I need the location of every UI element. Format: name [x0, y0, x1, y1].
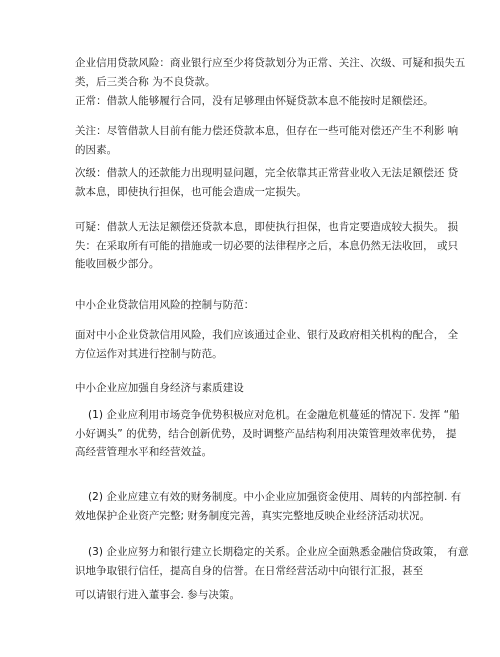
- paragraph-doubtful-loss: [75, 218, 458, 274]
- text-line: 识地争取银行信任，提高自身的信誉。在日常经营活动中向银行汇报，甚至: [75, 564, 424, 577]
- text-line: 能收回极少部分。: [75, 258, 160, 270]
- section-heading-self-construction: [75, 379, 458, 398]
- text-line: 方位运作对其进行控制与防范。: [75, 347, 223, 360]
- text-line: 中小企业应加强自身经济与素质建设: [75, 382, 244, 394]
- paragraph-item-1: [75, 406, 460, 462]
- text-line: 正常：借款人能够履行合同，没有足够理由怀疑贷款本息不能按时足额偿还。: [75, 95, 434, 107]
- section-heading-risk-control: [75, 296, 458, 315]
- text-line: 企业信用贷款风险：商业银行应至少将贷款划分为正常、关注、次级、可疑和损失五: [75, 57, 466, 69]
- text-line: 款本息，即使执行担保，也可能会造成一定损失。: [75, 185, 308, 198]
- paragraph-credit-risk-intro: [75, 54, 466, 91]
- text-line: 中小企业贷款信用风险的控制与防范：: [75, 299, 255, 311]
- text-line: 面对中小企业贷款信用风险，我们应该通过企业、银行及政府相关机构的配合， 全: [75, 329, 459, 341]
- paragraph-attention: [75, 122, 458, 159]
- paragraph-normal: [75, 92, 458, 111]
- text-line: 可疑：借款人无法足额偿还贷款本息，即使执行担保，也肯定要造成较大损失。 损: [75, 221, 459, 233]
- text-line: 可以请银行进入董事会. 参与决策。: [75, 589, 241, 601]
- text-line: (1) 企业应利用市场竞争优势积极应对危机。在金融危机蔓延的情况下. 发挥 “船: [88, 409, 460, 421]
- text-line: 高经营管理水平和经营效益。: [75, 446, 213, 458]
- paragraph-item-2: [75, 488, 462, 525]
- text-line: 失：在采取所有可能的措施或一切必要的法律程序之后，本息仍然无法收回， 或只: [75, 239, 459, 252]
- text-line: (3) 企业应努力和银行建立长期稳定的关系。企业应全面熟悉金融信贷政策， 有意: [88, 546, 469, 558]
- text-line: 类，后三类合称 为不良贷款。: [75, 75, 216, 88]
- text-line: 次级：借款人的还款能力出现明显问题，完全依靠其正常营业收入无法足额偿还 贷: [75, 167, 459, 179]
- text-line: (2) 企业应建立有效的财务制度。中小企业应加强资金使用、周转的内部控制. 有: [88, 491, 462, 503]
- paragraph-risk-control: [75, 326, 458, 363]
- text-line: 小好调头” 的优势，结合创新优势，及时调整产品结构利用决策管理效率优势， 提: [75, 427, 457, 440]
- text-line: 效地保护企业资产完整; 财务制度完善，真实完整地反映企业经济活动状况。: [75, 509, 431, 522]
- paragraph-item-3: [75, 543, 469, 605]
- text-line: 的因素。: [75, 143, 118, 156]
- text-line: 关注：尽管借款人目前有能力偿还贷款本息，但存在一些可能对偿还产生不利影 响: [75, 125, 459, 137]
- paragraph-substandard: [75, 164, 458, 201]
